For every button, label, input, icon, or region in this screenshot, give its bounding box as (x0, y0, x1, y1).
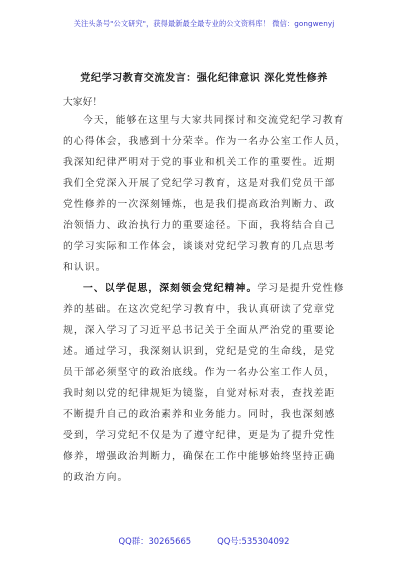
paragraph-line: 的学习实际和工作体会，谈谈对党纪学习教育的几点思考 (63, 241, 336, 252)
paragraph-line: 我时刻以党的纪律规矩为镜鉴，自觉对标对表，查找差距 (63, 388, 336, 399)
section-one (63, 278, 346, 488)
paragraph-line: 的政治方向。 (63, 472, 129, 483)
paragraph-line: 的心得体会，我感到十分荣幸。作为一名办公室工作人员， (63, 136, 347, 147)
qq-number-text[interactable]: QQ号:535304092 (217, 536, 290, 546)
salutation: 大家好！ (63, 97, 103, 108)
paragraph-line: 养的基础。在这次党纪学习教育中，我认真研读了党章党 (63, 304, 336, 315)
paragraph-line: 受到，学习党纪不仅是为了遵守纪律，更是为了提升党性 (63, 430, 336, 441)
paragraph-line: 员干部必须坚守的政治底线。作为一名办公室工作人员， (63, 367, 336, 378)
paragraph-line: 我们全党深入开展了党纪学习教育，这是对我们党员干部 (63, 178, 336, 189)
paragraph-intro (63, 110, 346, 278)
paragraph-line: 今天，能够在这里与大家共同探讨和交流党纪学习教育 (83, 115, 345, 126)
paragraph-line: 和认识。 (63, 262, 107, 273)
paragraph-line: 述。通过学习，我深刻认识到，党纪是党的生命线，是党 (63, 346, 336, 357)
paragraph-line: 我深知纪律严明对于党的事业和机关工作的重要性。近期 (63, 157, 336, 168)
paragraph-line: 规，深入学习了习近平总书记关于全面从严治党的重要论 (63, 325, 336, 336)
section-first-line-rest: 学习是提升党性修 (257, 283, 345, 294)
section-first-line (63, 278, 346, 299)
promo-banner[interactable]: 关注头条号"公文研究"，获得最新最全最专业的公文资料库！ 微信：gongwenyj (73, 19, 335, 28)
contact-footer (0, 535, 408, 547)
section-heading: 一、以学促思，深刻领会党纪精神。 (83, 283, 258, 294)
qq-group-text[interactable]: QQ群：30265665 (118, 536, 192, 546)
document-title: 党纪学习教育交流发言：强化纪律意识 深化党性修养 (80, 72, 328, 84)
paragraph-line: 治领悟力、政治执行力的重要途径。下面，我将结合自己 (63, 220, 336, 231)
paragraph-line: 党性修养的一次深刻锤炼，也是我们提高政治判断力、政 (63, 199, 336, 210)
paragraph-line: 不断提升自己的政治素养和业务能力。同时，我也深刻感 (63, 409, 336, 420)
paragraph-line: 修养，增强政治判断力，确保在工作中能够始终坚持正确 (63, 451, 336, 462)
